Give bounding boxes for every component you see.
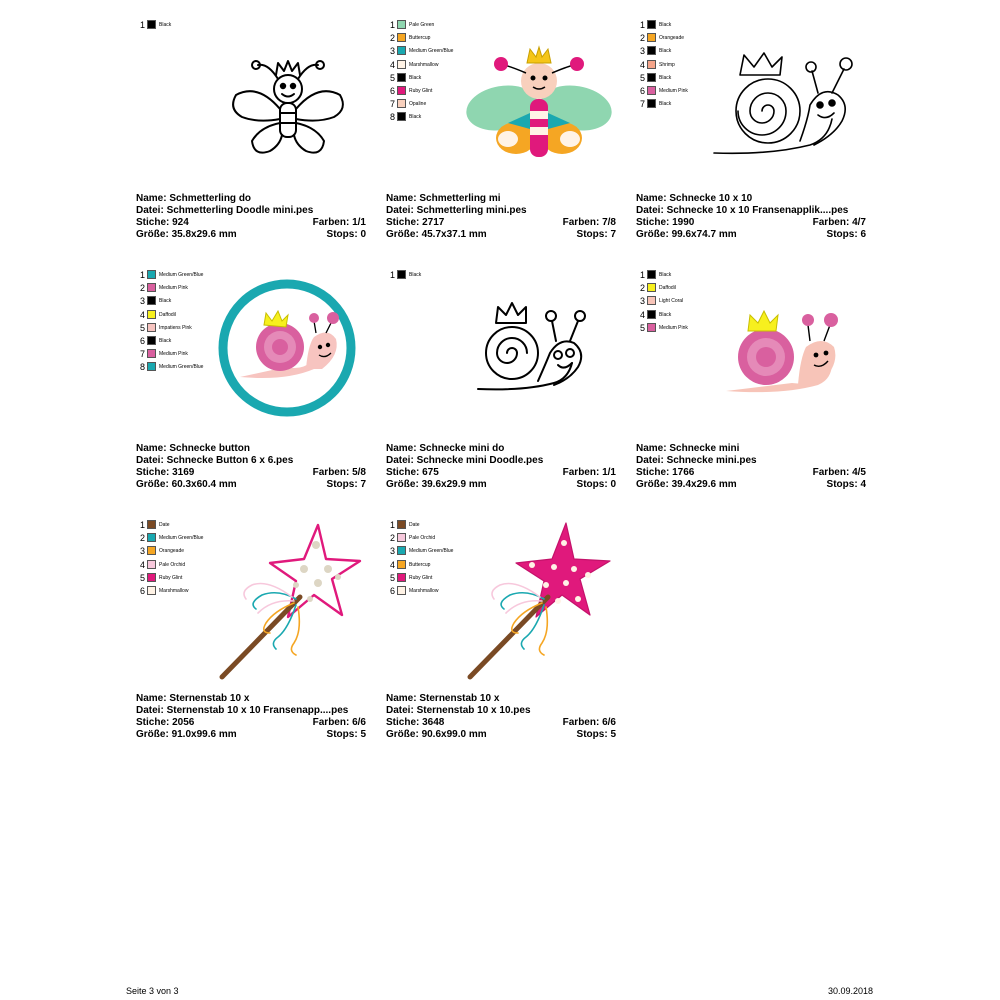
thread-color-number: 2 [389, 33, 395, 44]
thread-color-number: 5 [389, 572, 395, 583]
design-file-row [136, 455, 366, 467]
field-label: Stops: [576, 229, 608, 240]
thread-color-swatch [647, 310, 656, 319]
thread-color-number: 1 [389, 270, 395, 280]
thread-color-swatch [397, 46, 406, 55]
thread-color-swatch [147, 270, 156, 279]
field-value: 5 [360, 729, 366, 740]
thread-color-swatch [647, 296, 656, 305]
field-value: 4 [860, 479, 866, 490]
design-name-row [136, 443, 366, 455]
thread-color-swatch [147, 520, 156, 529]
thread-color-swatch [147, 323, 156, 332]
field-label: Stiche: [136, 217, 170, 228]
field-label: Name: [636, 443, 667, 454]
thread-color-swatch [147, 362, 156, 371]
thread-color-number: 1 [139, 20, 145, 30]
field-label: Farben: [562, 717, 600, 728]
thread-color-swatch [397, 533, 406, 542]
thread-color-name: Buttercup [409, 35, 431, 42]
field-value: 60.3x60.4 mm [171, 479, 237, 490]
design-size-row [636, 479, 866, 491]
field-label: Größe: [636, 229, 669, 240]
thread-color-number: 5 [139, 572, 145, 583]
design-size-row [636, 229, 866, 241]
thread-color-name: Ruby Glint [409, 88, 433, 94]
thread-color-name: Black [659, 272, 672, 278]
field-value: 2056 [172, 717, 195, 728]
field-label: Stiche: [136, 717, 170, 728]
thread-color-swatch [397, 586, 406, 595]
snail-button-icon [216, 277, 358, 419]
design-name-row [386, 693, 616, 705]
thread-color-name: Medium Green/Blue [159, 535, 204, 542]
thread-color-swatch [397, 573, 406, 582]
thread-color-name: Buttercup [409, 561, 431, 568]
field-label: Datei: [636, 205, 664, 216]
thread-color-swatch [147, 533, 156, 542]
design-file-row [386, 455, 616, 467]
thread-color-name: Daffodil [159, 311, 176, 318]
field-value: 1990 [672, 217, 695, 228]
thread-color-number: 4 [139, 309, 145, 320]
thread-color-number: 8 [389, 112, 395, 123]
design-card [386, 255, 616, 495]
thread-color-number: 6 [389, 86, 395, 96]
thread-color-swatch [397, 112, 406, 121]
design-card [636, 255, 866, 495]
thread-color-number: 1 [139, 520, 145, 530]
design-card [636, 5, 866, 245]
thread-color-name: Black [659, 48, 672, 55]
field-label: Stops: [326, 229, 358, 240]
thread-color-number: 5 [639, 72, 645, 83]
thread-color-name: Black [659, 101, 672, 108]
field-label: Größe: [136, 229, 169, 240]
field-value: 4/7 [852, 217, 866, 228]
design-card [386, 5, 616, 245]
field-value: 39.4x29.6 mm [671, 479, 737, 490]
field-label: Datei: [136, 455, 164, 466]
design-file-row [636, 455, 866, 467]
field-label: Name: [136, 693, 167, 704]
star-wand-color-icon [466, 519, 614, 681]
thread-color-number: 4 [139, 559, 145, 570]
thread-color-number: 4 [389, 559, 395, 570]
field-value: 39.6x29.9 mm [421, 479, 487, 490]
thread-color-number: 7 [639, 99, 645, 110]
thread-color-number: 5 [139, 322, 145, 333]
thread-color-name: Marshmallow [409, 588, 439, 594]
design-size-row [136, 229, 366, 241]
field-value: 1/1 [352, 217, 366, 228]
butterfly-outline-icon [228, 53, 348, 163]
field-label: Stops: [576, 729, 608, 740]
thread-color-item [636, 32, 836, 44]
thread-color-swatch [397, 270, 406, 279]
thread-color-swatch [147, 586, 156, 595]
thread-color-number: 1 [639, 270, 645, 280]
design-name-row [636, 193, 866, 205]
snail-color-icon [722, 301, 852, 397]
thread-color-name: Black [159, 22, 172, 28]
thread-color-name: Medium Pink [659, 324, 688, 331]
print-date: 30.09.2018 [827, 986, 873, 996]
thread-color-number: 5 [389, 72, 395, 83]
design-card [136, 255, 366, 495]
field-value: Schnecke mini.pes [666, 455, 757, 466]
field-label: Stops: [326, 729, 358, 740]
thread-color-number: 2 [639, 33, 645, 44]
thread-color-number: 4 [639, 309, 645, 320]
thread-color-number: 5 [639, 322, 645, 333]
star-wand-outline-icon [218, 519, 366, 681]
field-label: Größe: [636, 479, 669, 490]
field-label: Stiche: [386, 217, 420, 228]
design-info [386, 443, 616, 491]
thread-color-swatch [147, 20, 156, 29]
design-info [136, 193, 366, 241]
thread-color-name: Black [409, 114, 422, 121]
design-name-row [636, 443, 866, 455]
field-value: 3169 [172, 467, 195, 478]
thread-color-number: 8 [139, 362, 145, 373]
thread-color-name: Ruby Glint [159, 574, 183, 581]
thread-color-name: Date [159, 522, 170, 528]
design-name-row [386, 443, 616, 455]
field-value: 4/5 [852, 467, 866, 478]
field-value: 35.8x29.6 mm [171, 229, 237, 240]
field-value: Sternenstab 10 x 10.pes [416, 705, 531, 716]
thread-color-item [636, 19, 836, 31]
thread-color-name: Black [159, 338, 172, 344]
thread-color-swatch [647, 33, 656, 42]
field-label: Datei: [386, 705, 414, 716]
thread-color-swatch [647, 60, 656, 69]
design-name-row [386, 193, 616, 205]
field-label: Größe: [386, 729, 419, 740]
field-label: Datei: [636, 455, 664, 466]
thread-color-name: Daffodil [659, 285, 676, 292]
thread-color-name: Marshmallow [409, 61, 439, 68]
thread-color-swatch [647, 20, 656, 29]
design-stitches-row [386, 717, 616, 729]
thread-color-name: Pale Orchid [159, 561, 186, 568]
thread-color-swatch [647, 86, 656, 95]
thread-color-item [386, 269, 586, 281]
field-value: 3648 [422, 717, 445, 728]
field-value: 99.6x74.7 mm [671, 229, 737, 240]
field-label: Datei: [136, 205, 164, 216]
thread-color-number: 2 [639, 283, 645, 294]
thread-color-swatch [147, 546, 156, 555]
field-value: 6 [860, 229, 866, 240]
design-size-row [136, 479, 366, 491]
thread-color-name: Black [409, 272, 422, 278]
thread-color-number: 1 [389, 520, 395, 530]
thread-color-swatch [147, 336, 156, 345]
field-label: Stops: [576, 479, 608, 490]
thread-color-swatch [147, 310, 156, 319]
field-label: Stops: [826, 479, 858, 490]
field-value: 924 [172, 217, 189, 228]
design-stitches-row [386, 217, 616, 229]
thread-color-name: Marshmallow [159, 588, 189, 594]
field-value: 0 [610, 479, 616, 490]
field-label: Datei: [136, 705, 164, 716]
thread-color-swatch [397, 33, 406, 42]
field-value: Schmetterling mini.pes [416, 205, 527, 216]
field-label: Name: [636, 193, 667, 204]
field-label: Name: [136, 443, 167, 454]
thread-color-swatch [647, 270, 656, 279]
field-label: Farben: [312, 217, 350, 228]
design-info [136, 693, 366, 741]
field-value: Schmetterling Doodle mini.pes [166, 205, 314, 216]
thread-color-swatch [647, 323, 656, 332]
thread-color-number: 3 [639, 296, 645, 307]
thread-color-number: 6 [639, 86, 645, 96]
design-size-row [386, 729, 616, 741]
field-value: Schnecke Button 6 x 6.pes [166, 455, 294, 466]
thread-color-number: 6 [139, 336, 145, 346]
thread-color-swatch [397, 546, 406, 555]
design-size-row [386, 229, 616, 241]
thread-color-swatch [647, 73, 656, 82]
thread-color-swatch [647, 283, 656, 292]
thread-color-swatch [397, 99, 406, 108]
field-label: Farben: [562, 217, 600, 228]
thread-color-swatch [147, 349, 156, 358]
thread-color-swatch [647, 46, 656, 55]
field-label: Stiche: [386, 717, 420, 728]
thread-color-swatch [147, 573, 156, 582]
thread-color-name: Ruby Glint [409, 574, 433, 581]
design-info [136, 443, 366, 491]
field-label: Größe: [136, 479, 169, 490]
thread-color-name: Orangeade [159, 548, 185, 555]
design-size-row [386, 479, 616, 491]
thread-color-name: Black [159, 298, 172, 305]
field-value: 7 [610, 229, 616, 240]
thread-color-swatch [397, 520, 406, 529]
thread-color-name: Orangeade [659, 35, 685, 42]
thread-color-number: 1 [639, 20, 645, 30]
field-value: Schnecke 10 x 10 [669, 193, 753, 204]
thread-color-name: Opaline [409, 101, 427, 108]
field-value: 2717 [422, 217, 445, 228]
design-name-row [136, 193, 366, 205]
field-label: Stiche: [386, 467, 420, 478]
thread-color-name: Pale Green [409, 22, 435, 28]
thread-color-number: 7 [389, 99, 395, 110]
thread-color-swatch [147, 560, 156, 569]
field-value: Sternenstab 10 x 10 Fransenapp....pes [166, 705, 349, 716]
design-file-row [636, 205, 866, 217]
field-label: Farben: [812, 217, 850, 228]
field-value: Schmetterling do [169, 193, 252, 204]
design-stitches-row [136, 217, 366, 229]
thread-color-name: Light Coral [659, 298, 684, 305]
thread-color-name: Medium Green/Blue [159, 272, 204, 278]
field-value: 5 [610, 729, 616, 740]
field-value: 91.0x99.6 mm [171, 729, 237, 740]
thread-color-name: Medium Green/Blue [409, 548, 454, 555]
design-stitches-row [136, 717, 366, 729]
field-value: 675 [422, 467, 439, 478]
page-number: Seite 3 von 3 [126, 986, 179, 996]
thread-color-number: 3 [389, 546, 395, 557]
thread-color-swatch [397, 60, 406, 69]
design-name-row [136, 693, 366, 705]
thread-color-name: Shrimp [659, 61, 675, 68]
thread-color-name: Date [409, 522, 420, 528]
field-value: 6/6 [352, 717, 366, 728]
field-label: Stiche: [636, 467, 670, 478]
thread-color-name: Medium Green/Blue [409, 48, 454, 55]
field-label: Name: [386, 443, 417, 454]
thread-color-number: 1 [139, 270, 145, 280]
field-value: Schnecke button [169, 443, 250, 454]
design-stitches-row [636, 217, 866, 229]
design-info [386, 693, 616, 741]
design-file-row [386, 705, 616, 717]
butterfly-color-icon [464, 43, 614, 168]
thread-color-number: 3 [389, 46, 395, 57]
field-value: 7 [360, 479, 366, 490]
field-value: 45.7x37.1 mm [421, 229, 487, 240]
thread-color-swatch [397, 73, 406, 82]
design-stitches-row [636, 467, 866, 479]
thread-color-number: 1 [389, 20, 395, 30]
field-value: 1/1 [602, 467, 616, 478]
field-label: Größe: [386, 229, 419, 240]
design-card [136, 505, 366, 745]
design-info [636, 443, 866, 491]
field-value: Schnecke 10 x 10 Fransenapplik....pes [666, 205, 849, 216]
snail-outline-icon [710, 49, 866, 161]
thread-color-number: 3 [639, 46, 645, 57]
field-value: Schnecke mini [669, 443, 740, 454]
thread-color-item [136, 19, 336, 31]
design-info [386, 193, 616, 241]
field-value: 90.6x99.0 mm [421, 729, 487, 740]
snail-outline-small-icon [474, 301, 604, 395]
thread-color-name: Medium Pink [159, 351, 188, 358]
thread-color-name: Medium Pink [159, 285, 188, 292]
thread-color-number: 2 [139, 283, 145, 294]
design-info [636, 193, 866, 241]
design-file-row [136, 705, 366, 717]
field-value: 7/8 [602, 217, 616, 228]
field-value: Sternenstab 10 x [169, 693, 250, 704]
field-value: Schnecke mini Doodle.pes [416, 455, 544, 466]
field-label: Datei: [386, 205, 414, 216]
field-label: Name: [386, 193, 417, 204]
thread-color-number: 2 [389, 533, 395, 544]
thread-color-number: 4 [639, 59, 645, 70]
field-label: Stiche: [636, 217, 670, 228]
thread-color-name: Medium Pink [659, 88, 688, 94]
field-value: 5/8 [352, 467, 366, 478]
design-file-row [386, 205, 616, 217]
field-label: Name: [136, 193, 167, 204]
thread-color-swatch [147, 283, 156, 292]
field-value: Schnecke mini do [419, 443, 505, 454]
design-stitches-row [136, 467, 366, 479]
field-label: Farben: [562, 467, 600, 478]
thread-color-number: 6 [389, 586, 395, 596]
field-label: Größe: [136, 729, 169, 740]
thread-color-number: 6 [139, 586, 145, 596]
field-value: 6/6 [602, 717, 616, 728]
thread-color-item [386, 19, 586, 31]
design-stitches-row [386, 467, 616, 479]
thread-color-swatch [397, 86, 406, 95]
field-value: 0 [360, 229, 366, 240]
field-value: 1766 [672, 467, 695, 478]
field-label: Stiche: [136, 467, 170, 478]
thread-color-name: Black [659, 22, 672, 28]
design-size-row [136, 729, 366, 741]
thread-color-name: Black [659, 311, 672, 318]
design-file-row [136, 205, 366, 217]
field-value: Schmetterling mi [419, 193, 501, 204]
thread-color-name: Impatiens Pink [159, 324, 192, 331]
thread-color-swatch [147, 296, 156, 305]
field-label: Name: [386, 693, 417, 704]
thread-color-number: 7 [139, 349, 145, 360]
thread-color-item [636, 282, 836, 294]
thread-color-swatch [397, 560, 406, 569]
thread-color-name: Pale Orchid [409, 535, 436, 542]
field-label: Stops: [826, 229, 858, 240]
thread-color-name: Black [409, 74, 422, 81]
field-label: Farben: [812, 467, 850, 478]
field-value: Sternenstab 10 x [419, 693, 500, 704]
thread-color-swatch [397, 20, 406, 29]
thread-color-item [636, 269, 836, 281]
design-card [386, 505, 616, 745]
thread-color-name: Medium Green/Blue [159, 364, 204, 371]
thread-color-swatch [647, 99, 656, 108]
design-card [136, 5, 366, 245]
thread-color-number: 3 [139, 296, 145, 307]
thread-color-number: 2 [139, 533, 145, 544]
thread-color-number: 4 [389, 59, 395, 70]
field-label: Datei: [386, 455, 414, 466]
field-label: Stops: [326, 479, 358, 490]
field-label: Größe: [386, 479, 419, 490]
field-label: Farben: [312, 717, 350, 728]
thread-color-number: 3 [139, 546, 145, 557]
thread-color-name: Black [659, 74, 672, 81]
field-label: Farben: [312, 467, 350, 478]
